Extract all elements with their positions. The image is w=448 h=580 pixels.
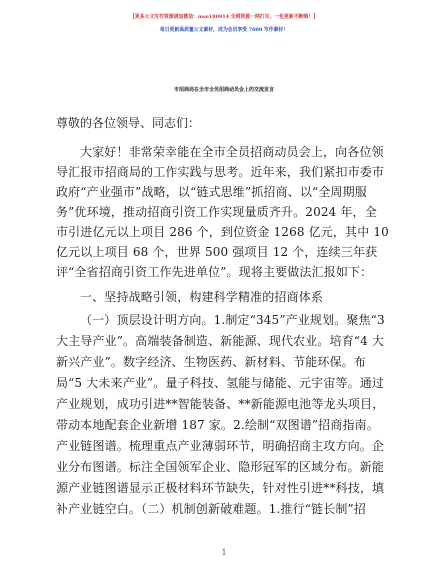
body-line: 务”优环境，推动招商引资工作实现量质齐升。2024 年，全 (56, 205, 377, 219)
body-line: 评“全省招商引资工作先进单位”。现将主要做法汇报如下： (56, 265, 373, 279)
body-line: 新兴产业”。数字经济、生物医药、新材料、节能环保。布 (56, 355, 367, 369)
body-line: 产业链图谱。梳理重点产业薄弱环节，明确招商主攻方向。企 (56, 439, 385, 453)
page-number: 1 (221, 548, 227, 557)
body-line: 带动本地配套企业新增 187 家。2.绘制“双图谱”招商指南。 (56, 418, 379, 432)
body-line: 市引进亿元以上项目 286 个，到位资金 1268 亿元，其中 10 (56, 225, 389, 239)
body-line: 亿元以上项目 68 个，世界 500 强项目 12 个，连续三年获 (56, 245, 378, 259)
body-line: 业分布图谱。标注全国领军企业、隐形冠军的区域分布。新能 (56, 460, 385, 474)
body-line: 产业规划，成功引进**智能装备、**新能源电池等龙头项目， (56, 397, 385, 411)
document-title: 市招商局在全市全员招商动员会上的交流发言 (173, 87, 274, 93)
body-line: 导汇报市招商局的工作实践与思考。近年来，我们紧扣市委市 (56, 165, 385, 179)
body-line: 局“5 大未来产业”。量子科技、氢能与储能、元宇宙等。通过 (56, 376, 385, 390)
body-line: 大家好！非常荣幸能在全市全员招商动员会上，向各位领 (80, 145, 384, 159)
salutation: 尊敬的各位领导、同志们： (56, 116, 201, 130)
promo-banner-top: 【更多公文写作资源请加微信：mse180914 全网资源一网打尽，一包更新不断哦！】 (130, 14, 318, 20)
promo-banner-bottom: 每日更新高质量公文素材，成为会员享受 7000 写作素材！ (159, 27, 289, 33)
body-line: 补产业链空白。（二）机制创新破难题。1.推行“链长制”招 (56, 502, 366, 516)
body-line: 源产业链图谱显示正极材料环节缺失，针对性引进**科技，填 (56, 481, 385, 495)
body-line: （一）顶层设计明方向。1.制定“345”产业规划。聚焦“3 (80, 313, 385, 327)
body-line: 政府“产业强市”战略，以“链式思维”抓招商、以“全周期服 (56, 185, 367, 199)
body-line: 大主导产业”。高端装备制造、新能源、现代农业。培育“4 大 (56, 334, 385, 348)
section-heading: 一、坚持战略引领，构建科学精准的招商体系 (80, 290, 324, 304)
